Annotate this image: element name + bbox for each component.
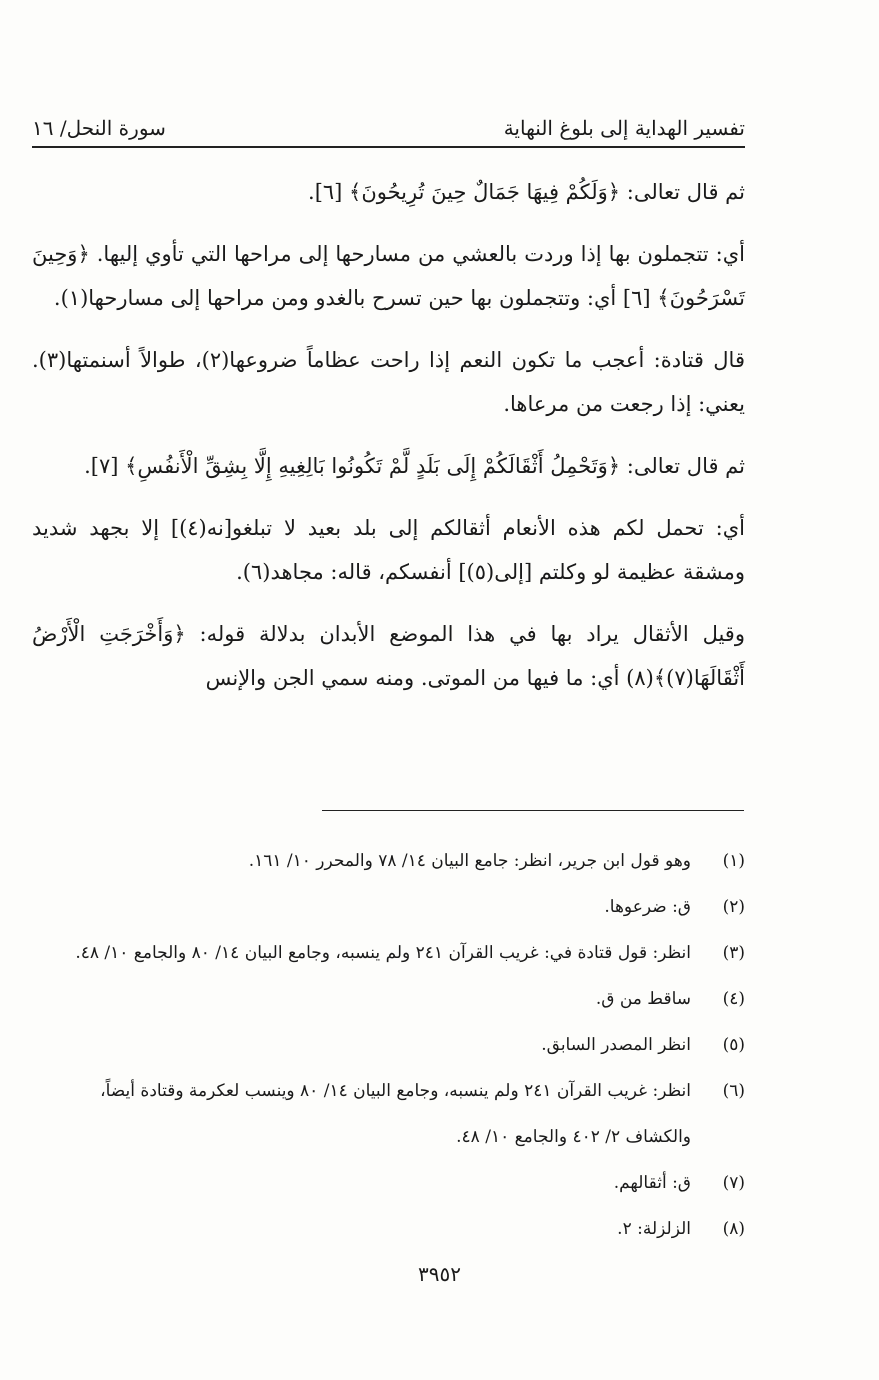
footnote-number: (٦) (722, 1081, 745, 1101)
footnote-number: (١) (722, 851, 745, 871)
footnote-item (32, 1206, 745, 1252)
surah-label: سورة النحل/ ١٦ (32, 116, 166, 140)
paragraph: أي: تتجملون بها إذا وردت بالعشي من مسارحها إلى مراحها التي تأوي إليها. ﴿وَحِينَ تَسْرَحُونَ﴾ [٦] أي: وتتجملون بها حين تسرح بالغدو ومن مراحها إلى مسارحها(١). (32, 242, 745, 310)
footnote-number: (٧) (722, 1173, 745, 1193)
footnote-item (32, 1160, 745, 1206)
footnote-text: ق: ضرعوها. (604, 897, 691, 917)
running-header (32, 104, 745, 148)
book-title: تفسير الهداية إلى بلوغ النهاية (503, 116, 745, 140)
footnotes-list (32, 838, 745, 1252)
footnote-number: (٤) (722, 989, 745, 1009)
paragraph: أي: تحمل لكم هذه الأنعام أثقالكم إلى بلد بعيد لا تبلغو[نه(٤)] إلا بجهد شديد ومشقة عظيمة لو وكلتم [إلى(٥)] أنفسكم، قاله: مجاهد(٦). (32, 516, 745, 584)
footnote-text: انظر المصدر السابق. (541, 1035, 691, 1055)
paragraph: ثم قال تعالى: ﴿وَلَكُمْ فِيهَا جَمَالٌ حِينَ تُرِيحُونَ﴾ [٦]. (308, 180, 745, 204)
footnote-item (32, 838, 745, 884)
footnote-number: (٨) (722, 1219, 745, 1239)
footnote-text: انظر: قول قتادة في: غريب القرآن ٢٤١ ولم ينسبه، وجامع البيان ١٤/ ٨٠ والجامع ١٠/ ٤٨. (75, 943, 691, 963)
paragraph: ثم قال تعالى: ﴿وَتَحْمِلُ أَثْقَالَكُمْ إِلَى بَلَدٍ لَّمْ تَكُونُوا بَالِغِيهِ إِلَّا بِشِقِّ الْأَنفُسِ﴾ [٧]. (84, 454, 745, 478)
footnote-text: ق: أثقالهم. (613, 1173, 691, 1193)
footnote-item (32, 976, 745, 1022)
footnote-item (32, 884, 745, 930)
footnote-number: (٥) (722, 1035, 745, 1055)
footnote-text: وهو قول ابن جرير، انظر: جامع البيان ١٤/ ٧٨ والمحرر ١٠/ ١٦١. (248, 851, 691, 871)
paragraph: وقيل الأثقال يراد بها في هذا الموضع الأبدان بدلالة قوله: ﴿وَأَخْرَجَتِ الْأَرْضُ أَثْقَالَهَا(٧)﴾(٨) أي: ما فيها من الموتى. ومنه سمي الجن والإنس (32, 622, 745, 690)
footnote-text: ساقط من ق. (595, 989, 691, 1009)
footnote-item (32, 1022, 745, 1068)
page-number: ٣٩٥٢ (418, 1262, 461, 1286)
footnote-number: (٢) (722, 897, 745, 917)
paragraph: قال قتادة: أعجب ما تكون النعم إذا راحت عظاماً ضروعها(٢)، طوالاً أسنمتها(٣). يعني: إذا رجعت من مرعاها. (32, 348, 745, 416)
footnote-item (32, 1068, 745, 1160)
footnote-text: الزلزلة: ٢. (617, 1219, 691, 1239)
footnote-divider (322, 810, 744, 811)
footnote-item (32, 930, 745, 976)
footnote-text: انظر: غريب القرآن ٢٤١ ولم ينسبه، وجامع البيان ١٤/ ٨٠ وينسب لعكرمة وقتادة أيضاً، والكشاف ٢/ ٤٠٢ والجامع ١٠/ ٤٨. (100, 1081, 691, 1147)
footnote-number: (٣) (722, 943, 745, 963)
main-text (32, 170, 745, 718)
